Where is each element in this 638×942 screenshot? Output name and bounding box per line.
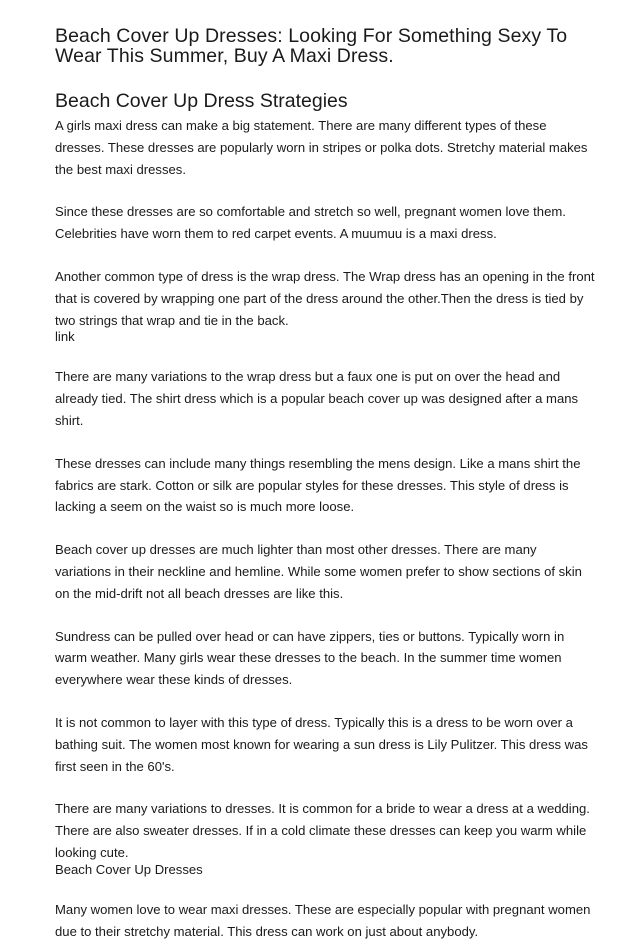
paragraph: Since these dresses are so comfortable and stretch so well, pregnant women love them. Celebrities have worn them to red carpet events. A muumuu is a maxi dress. [55,204,566,242]
paragraph: Beach cover up dresses are much lighter than most other dresses. There are many variations in their neckline and hemline. While some women prefer to show sections of skin on the mid-drift not all beach dresses are like this. [55,542,582,601]
paragraph: A girls maxi dress can make a big statement. There are many different types of these dresses. These dresses are popularly worn in stripes or polka dots. Stretchy material makes the best maxi dresses. [55,118,588,177]
title-line-2: Wear This Summer, Buy A Maxi Dress. [55,45,394,67]
document-page [55,26,595,942]
section-heading: Beach Cover Up Dress Strategies [55,90,348,112]
beach-cover-up-dresses-link[interactable]: Beach Cover Up Dresses [55,861,203,877]
paragraph: There are many variations to the wrap dress but a faux one is put on over the head and already tied. The shirt dress which is a popular beach cover up was designed after a mans shirt. [55,369,579,428]
title-line-1: Beach Cover Up Dresses: Looking For Something Sexy To [55,25,568,47]
paragraph: Sundress can be pulled over head or can have zippers, ties or buttons. Typically worn in warm weather. Many girls wear these dresses to the beach. In the summer time women everywhere wear these kinds of dresses. [55,628,565,688]
inline-link[interactable]: link [55,329,75,345]
paragraph: Many women love to wear maxi dresses. These are especially popular with pregnant women due to their stretchy material. This dress can work on just about anybody. [55,901,591,939]
paragraph: It is not common to layer with this type of dress. Typically this is a dress to be worn over a bathing suit. The women most known for wearing a sun dress is Lily Pulitzer. This dress was first seen in the 60's. [55,714,588,774]
document-title [55,26,595,66]
paragraph: There are many variations to dresses. It is common for a bride to wear a dress at a wedding. There are also sweater dresses. If in a cold climate these dresses can keep you warm while looking cute. [55,801,590,860]
paragraph: Another common type of dress is the wrap dress. The Wrap dress has an opening in the front that is covered by wrapping one part of the dress around the other.Then the dress is tied by two strings that wrap and tie in the back. [55,268,595,328]
paragraph: These dresses can include many things resembling the mens design. Like a mans shirt the fabrics are stark. Cotton or silk are popular styles for these dresses. This style of dress is lacking a seem on the waist so is much more loose. [55,455,581,515]
